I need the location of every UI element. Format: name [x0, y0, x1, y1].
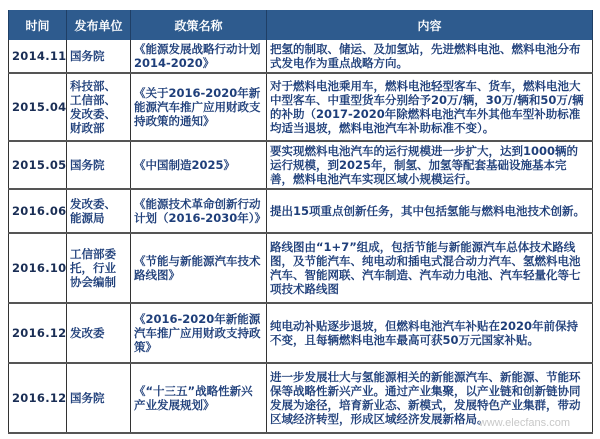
cell-policy: 《2016-2020年新能源汽车推广应用财政支持政策》	[131, 303, 267, 363]
cell-content: 纯电动补贴逐步退坡，但燃料电池汽车补贴在2020年前保持不变，且每辆燃料电池车最高可获50万元国家补贴。	[267, 303, 593, 363]
cell-content: 提出15项重点创新任务，其中包括氢能与燃料电池技术创新。	[267, 189, 593, 233]
cell-content: 要实现燃料电池汽车的运行规模进一步扩大，达到1000辆的运行规模，到2025年，制氢、加氢等配套基础设施基本完善，燃料电池汽车实现区域小规模运行。	[267, 141, 593, 189]
header-time: 时间	[9, 10, 67, 40]
table-row	[9, 189, 593, 233]
cell-org: 国务院	[67, 363, 131, 433]
cell-policy: 《关于2016-2020年新能源汽车推广应用财政支持政策的通知》	[131, 73, 267, 141]
table-row	[9, 141, 593, 189]
policy-table	[8, 10, 593, 434]
cell-time: 2015.05	[9, 141, 67, 189]
table-row	[9, 73, 593, 141]
cell-policy: 《“十三五”战略性新兴产业发展规划》	[131, 363, 267, 433]
table-header-row	[9, 10, 593, 40]
cell-org: 国务院	[67, 40, 131, 73]
cell-policy: 《能源技术革命创新行动计划（2016-2030年）》	[131, 189, 267, 233]
cell-time: 2016.12	[9, 303, 67, 363]
cell-time: 2014.11	[9, 40, 67, 73]
cell-policy: 《能源发展战略行动计划2014-2020》	[131, 40, 267, 73]
cell-policy: 《节能与新能源汽车技术路线图》	[131, 233, 267, 303]
cell-content: 把氢的制取、储运、及加氢站，先进燃料电池、燃料电池分布式发电作为重点战略方向。	[267, 40, 593, 73]
cell-content: 路线图由“1+7”组成，包括节能与新能源汽车总体技术路线图，及节能汽车、纯电动和插电式混合动力汽车、氢燃料电池汽车、智能网联、汽车制造、汽车动力电池、汽车轻量化等七项技术路线图	[267, 233, 593, 303]
cell-org: 工信部委托，行业协会编制	[67, 233, 131, 303]
cell-org: 国务院	[67, 141, 131, 189]
table-row	[9, 303, 593, 363]
cell-time: 2015.04	[9, 73, 67, 141]
header-org: 发布单位	[67, 10, 131, 40]
cell-policy: 《中国制造2025》	[131, 141, 267, 189]
cell-org: 科技部、工信部、发改委、财政部	[67, 73, 131, 141]
table-row	[9, 40, 593, 73]
cell-content: 进一步发展壮大与氢能源相关的新能源汽车、新能源、节能环保等战略性新兴产业。通过产业集聚，以产业链和创新链协同发展为途径，培育新业态、新模式，发展特色产业集群，带动区域经济转型，形成区域经济发展新格局。	[267, 363, 593, 433]
cell-time: 2016.10	[9, 233, 67, 303]
cell-org: 发改委	[67, 303, 131, 363]
cell-org: 发改委、能源局	[67, 189, 131, 233]
header-policy: 政策名称	[131, 10, 267, 40]
watermark: www.elecfans.com	[478, 417, 570, 429]
header-content: 内容	[267, 10, 593, 40]
cell-time: 2016.06	[9, 189, 67, 233]
cell-content: 对于燃料电池乘用车，燃料电池轻型客车、货车，燃料电池大中型客车、中重型货车分别给予20万/辆，30万/辆和50万/辆的补助（2017-2020年除燃料电池汽车外其他车型补助标准均适当退坡，燃料电池汽车补助标准不变）。	[267, 73, 593, 141]
cell-time: 2016.12	[9, 363, 67, 433]
table-row	[9, 233, 593, 303]
